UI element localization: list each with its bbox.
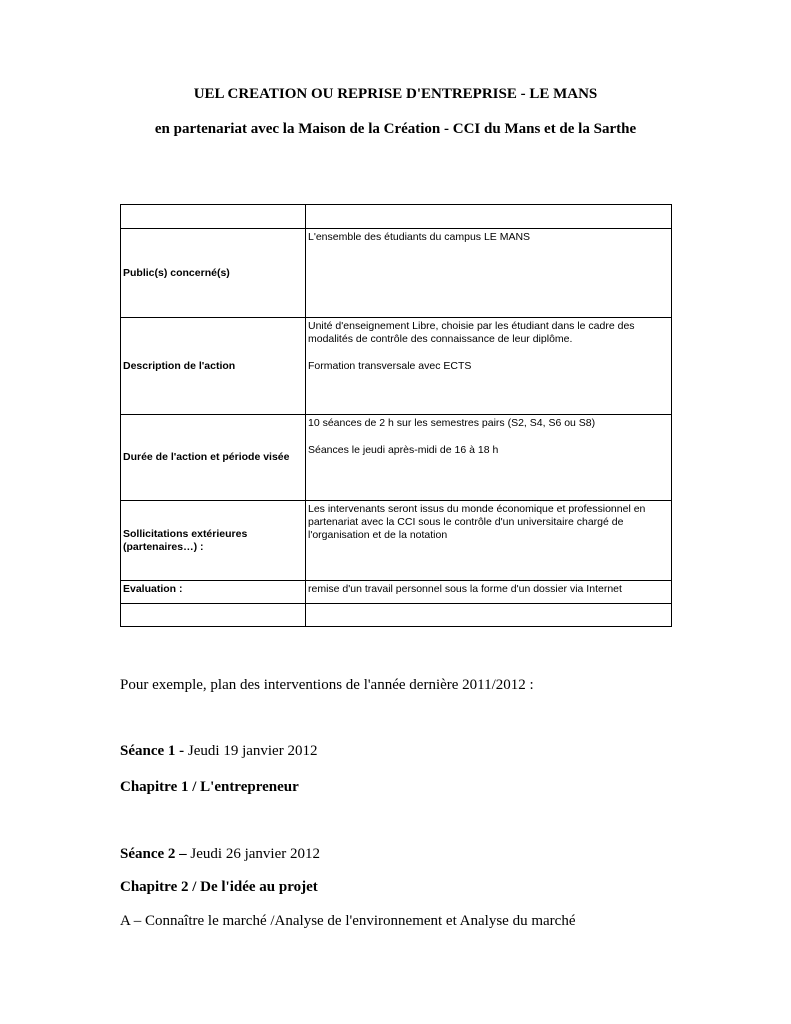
section-a-text: A – Connaître le marché /Analyse de l'environnement et Analyse du marché <box>120 913 576 929</box>
row-value: Les intervenants seront issus du monde économique et professionnel en partenariat avec la CCI sous le contrôle d'un universitaire chargé de l'organisation et de la notation <box>306 501 672 581</box>
seance-2-date: Jeudi 26 janvier 2012 <box>186 846 320 862</box>
chapter-2-heading: Chapitre 2 / De l'idée au projet <box>120 879 318 895</box>
table-row <box>121 581 672 604</box>
table-row <box>121 501 672 581</box>
chapter-1-heading: Chapitre 1 / L'entrepreneur <box>120 779 299 795</box>
row-label <box>121 205 306 229</box>
info-table <box>120 204 672 627</box>
row-value: remise d'un travail personnel sous la forme d'un dossier via Internet <box>306 581 672 604</box>
table-row <box>121 229 672 318</box>
row-label: Public(s) concerné(s) <box>121 229 306 318</box>
row-label <box>121 604 306 627</box>
row-label: Description de l'action <box>121 318 306 415</box>
row-label: Durée de l'action et période visée <box>121 415 306 501</box>
seance-2-line <box>120 846 320 863</box>
table-row <box>121 604 672 627</box>
document-subtitle: en partenariat avec la Maison de la Création - CCI du Mans et de la Sarthe <box>154 121 637 137</box>
seance-2-label: Séance 2 – <box>120 846 187 862</box>
row-value <box>306 205 672 229</box>
seance-1-label: Séance 1 - <box>120 743 185 759</box>
document-title: UEL CREATION OU REPRISE D'ENTREPRISE - LE MANS <box>193 86 598 102</box>
intro-text: Pour exemple, plan des interventions de l'année dernière 2011/2012 : <box>120 677 534 693</box>
table-row <box>121 318 672 415</box>
row-value: 10 séances de 2 h sur les semestres pairs (S2, S4, S6 ou S8) Séances le jeudi après-midi de 16 à 18 h <box>306 415 672 501</box>
row-label: Evaluation : <box>121 581 306 604</box>
row-value: Unité d'enseignement Libre, choisie par les étudiant dans le cadre des modalités de contrôle des connaissance de leur diplôme. Formation transversale avec ECTS <box>306 318 672 415</box>
seance-1-line <box>120 743 317 760</box>
seance-1-date: Jeudi 19 janvier 2012 <box>184 743 318 759</box>
row-value <box>306 604 672 627</box>
table-row <box>121 205 672 229</box>
row-value: L'ensemble des étudiants du campus LE MANS <box>306 229 672 318</box>
table-row <box>121 415 672 501</box>
row-label: Sollicitations extérieures (partenaires…) : <box>121 501 306 581</box>
